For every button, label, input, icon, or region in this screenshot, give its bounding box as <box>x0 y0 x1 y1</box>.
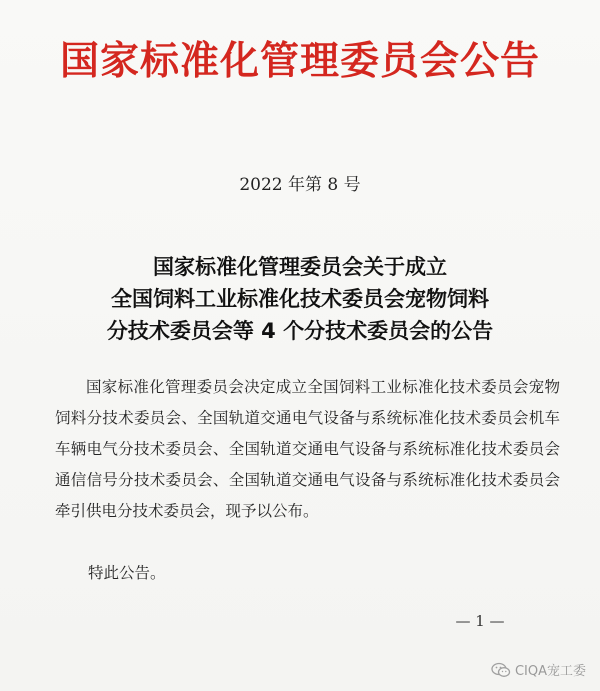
closing-text: 特此公告。 <box>88 564 166 582</box>
title-line: 国家标准化管理委员会关于成立 <box>153 255 447 279</box>
document-title <box>60 251 540 347</box>
page-number: — 1 — <box>455 612 505 630</box>
header-title: 国家标准化管理委员会公告 <box>59 39 540 84</box>
document-number: 2022 年第 8 号 <box>239 175 361 195</box>
body-paragraph: 国家标准化管理委员会决定成立全国饲料工业标准化技术委员会宠物饲料分技术委员会、全国轨道交通电气设备与系统标准化技术委员会机车车辆电气分技术委员会、全国轨道交通电气设备与系统标准化技术委员会通信信号分技术委员会、全国轨道交通电气设备与系统标准化技术委员会牵引供电分技术委员会，现予以公布。 <box>55 378 560 520</box>
wechat-icon <box>491 662 511 678</box>
watermark <box>491 660 586 679</box>
watermark-text: CIQA宠工委 <box>514 664 586 679</box>
title-line: 全国饲料工业标准化技术委员会宠物饲料 <box>111 287 489 311</box>
title-line: 分技术委员会等 4 个分技术委员会的公告 <box>106 319 494 343</box>
